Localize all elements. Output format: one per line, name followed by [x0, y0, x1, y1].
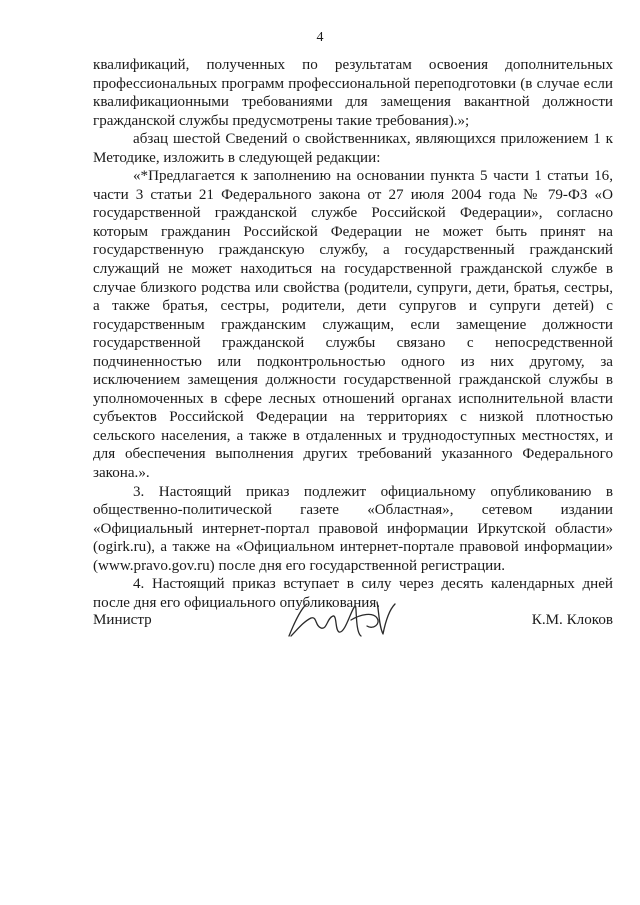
paragraph-continuation: квалификаций, полученных по результатам освоения дополнительных профессиональных программ профессиональной переподготовки (в случае если квалификационными требованиями для замещения вакантной должности гражданской службы предусмотрены такие требования).»;: [93, 57, 613, 129]
signatory-name: К.М. Клоков: [531, 612, 613, 628]
signature-block: [93, 612, 613, 672]
handwritten-signature: [281, 596, 401, 656]
document-body: [93, 56, 613, 612]
paragraph-amendment-intro: абзац шестой Сведений о свойственниках, являющихся приложением 1 к Методике, изложить в следующей редакции:: [93, 131, 613, 166]
paragraph-item-3: 3. Настоящий приказ подлежит официальному опубликованию в общественно-политической газете «Областная», сетевом издании «Официальный интернет-портал правовой информации Иркутской области» (ogirk.ru), а также на «Официальном интернет-портале правовой информации» (www.pravo.gov.ru) после дня его государственной регистрации.: [93, 483, 613, 574]
signatory-title: Министр: [93, 612, 152, 628]
paragraph-amendment-text: «*Предлагается к заполнению на основании пункта 5 части 1 статьи 16, части 3 статьи 21 Федерального закона от 27 июля 2004 года № 79-ФЗ «О государственной гражданской службе Российской Федерации», согласно которым гражданин Российской Федерации не может быть принят на государственную гражданскую службу, а государственный гражданский служащий не может находиться на государственной гражданской службе в случае близкого родства или свойства (родители, супруги, дети, братья, сестры, а также братья, сестры, родители, дети супругов и супруги детей) с государственным гражданским служащим, если замещение должности государственной гражданской службы связано с непосредственной подчиненностью или подконтрольностью одного из них другому, за исключением замещения должности государственной гражданской службы в уполномоченных в сфере лесных отношений органах исполнительной власти субъектов Российской Федерации на территориях с низкой плотностью сельского населения, а также в отдаленных и труднодоступных местностях, и для обеспечения выполнения других требований указанного Федерального закона.».: [93, 168, 613, 482]
paragraph-item-4: 4. Настоящий приказ вступает в силу через десять календарных дней после дня его официального опубликования.: [93, 576, 613, 611]
page-number: 4: [316, 30, 324, 45]
